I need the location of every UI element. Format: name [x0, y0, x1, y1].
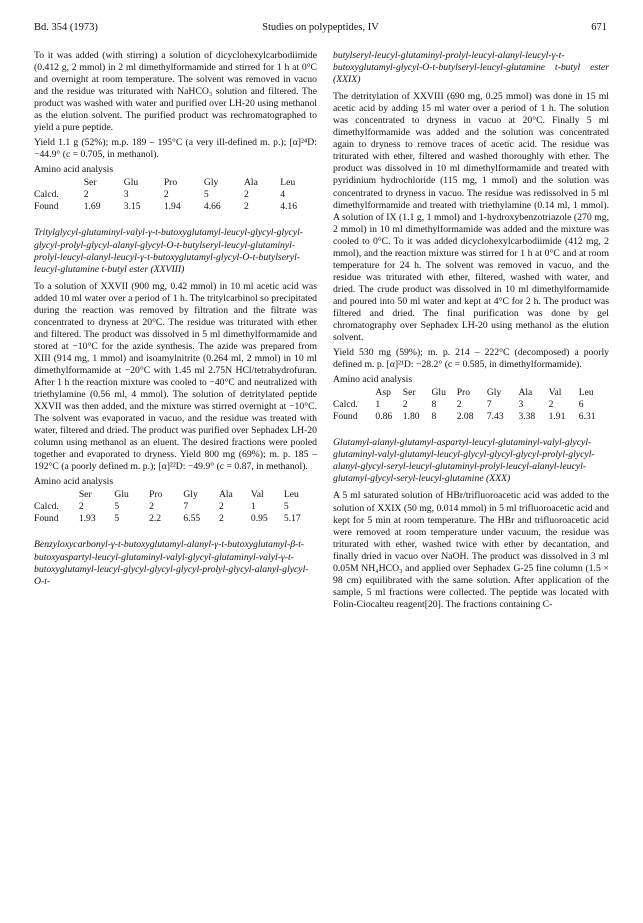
column-header: Pro — [163, 177, 178, 189]
right-column — [333, 50, 609, 614]
column-header: Pro — [149, 489, 163, 501]
running-title: Studies on polypeptides, IV — [262, 22, 379, 33]
left-column — [34, 50, 317, 593]
column-header: Leu — [578, 387, 594, 399]
journal-volume: Bd. 354 (1973) — [34, 22, 98, 33]
table-cell: 0.86 — [375, 411, 393, 423]
compound-title: Tritylglycyl-glutaminyl-valyl-γ-t-butoxyglutamyl-leucyl-glycyl-glycyl-glycyl-prolyl-glycyl-alanyl-glycyl-O-t-butylseryl-leucyl-glutaminyl-prolyl-leucyl-alanyl-leucyl-γ-t-butoxyglutamyl-glycyl-O-t-butylseryl-leucyl-glutamine t-butyl ester (XXVIII) — [34, 227, 304, 275]
table-cell: 2 — [218, 501, 224, 513]
column-header: Val — [250, 489, 264, 501]
paragraph: To a solution of XXVII (900 mg, 0.42 mmol) in 10 ml acetic acid was added 10 ml water over a period of 1 h. The tritylcarbinol so precipitated during the reaction was removed by filtration and the filtrate was concentrated to dryness at 20°C. The residue was triturated with ether and filtered. The product was dissolved in 5 ml dimethylformamide and stored at −10°C for the azide synthesis. The azide was prepared from XIII (914 mg, 1 mmol) and isoamylnitrite (0.264 ml, 2 mmol) in 10 ml dimethylformamide at −20°C with 1.45 ml 2.75N HCl/tetrahydrofuran. After 1 h the reaction mixture was cooled to −40°C and neutralized with triethylamine (0.56 ml, 4 mmol). The solution of detritylated peptide XXVII was then added, and the mixture was stirred overnight at −10°C. The solvent was evaporated in vacuo, and the residue was treated with water, filtered and dried. The product was purified over Sephadex LH-20 column using methanol as an eluent. The desired fractions were pooled together and evaporated to dryness. Yield 800 mg (69%); m. p. 185 – 192°C (a poorly defined m. p.); [α]²²D: −49.9° (c = 0.87, in methanol). — [34, 280, 317, 473]
compound-title: Glutamyl-alanyl-glutamyl-aspartyl-leucyl-glutaminyl-valyl-glycyl-glutaminyl-valyl-glutamyl-leucyl-glycyl-glycyl-glycyl-prolyl-glycyl-alanyl-glycyl-seryl-leucyl-glutaminyl-prolyl-leucyl-alanyl-leucyl-glutamyl-glycyl-seryl-leucyl-glutamine (XXX) — [333, 437, 595, 485]
spacer — [333, 423, 609, 437]
table-header-row — [333, 387, 609, 399]
yield-paragraph: Yield 1.1 g (52%); m.p. 189 – 195°C (a very ill-defined m. p.); [α]²⁴D: −44.9° (c = 0.705, in methanol). — [34, 137, 317, 161]
table-cell: 4.66 — [203, 201, 221, 213]
table-cell: 7 — [486, 399, 492, 411]
column-header: Ala — [243, 177, 258, 189]
table-row — [34, 201, 317, 213]
column-header: Gly — [183, 489, 198, 501]
column-header: Ala — [218, 489, 233, 501]
table-cell: 4 — [280, 189, 285, 201]
table-header-row — [34, 177, 317, 189]
table-cell: 1.80 — [402, 411, 420, 423]
table-cell: 5.17 — [283, 513, 301, 525]
row-label: Found — [333, 411, 358, 423]
amino-acid-table — [34, 177, 317, 213]
column-header: Ser — [83, 177, 97, 189]
row-label — [34, 489, 79, 501]
table-cell: 6.31 — [578, 411, 596, 423]
table-cell: 2 — [402, 399, 408, 411]
table-cell: 2 — [218, 513, 224, 525]
row-label: Found — [34, 513, 59, 525]
compound-title-continued: butylseryl-leucyl-glutaminyl-prolyl-leucyl-alanyl-leucyl-γ-t-butoxyglutamyl-glycyl-O-t-butylseryl-leucyl-glutamine t-butyl ester (XXIX) — [333, 50, 609, 86]
yield-paragraph: Yield 530 mg (59%); m. p. 214 – 222°C (decomposed) a poorly defined m. p. [α]²¹D: −28.2° (c = 0.585, in dimethylformamide). — [333, 347, 609, 371]
table-row — [333, 411, 609, 423]
column-header: Glu — [114, 489, 129, 501]
column-header: Pro — [456, 387, 471, 399]
table-cell: 2 — [149, 501, 154, 513]
table-cell: 1.69 — [83, 201, 101, 213]
table-cell: 5 — [114, 501, 120, 513]
table-cell: 4.16 — [280, 201, 297, 213]
table-cell: 8 — [431, 411, 437, 423]
table-cell: 2 — [548, 399, 554, 411]
table-cell: 3.38 — [518, 411, 536, 423]
table-cell: 2 — [78, 501, 84, 513]
table-cell: 2.2 — [149, 513, 162, 525]
column-header: Leu — [283, 489, 299, 501]
amino-acid-table — [333, 387, 609, 423]
table-cell: 6.55 — [183, 513, 201, 525]
row-label — [34, 177, 84, 189]
row-label: Found — [34, 201, 59, 213]
table-cell: 3 — [518, 399, 524, 411]
paragraph: The detritylation of XXVIII (690 mg, 0.25 mmol) was done in 15 ml acetic acid by adding 15 ml water over a period of 1 h. The solution was concentrated to dryness in vacuo at 20°C. Finally 5 ml dimethylformamide was added and the solution was concentrated again to dryness to remove traces of acetic acid. The residue was triturated with ether, filtered and washed thoroughly with ether. The product was dissolved in 10 ml dimethylformamide and treated with pyridinium hydrochloride (115 mg, 1 mmol) and the solution was concentrated to dryness in vacuo. The residue was redissolved in 5 ml dimethylformamide and treated with triethylamine (0.14 ml, 1 mmol). A solution of IX (1.1 g, 1 mmol) and 1-hydroxybenzotriazole (270 mg, 2 mmol) in 10 ml dimethylformamide was added and the mixture was cooled to 0°C. To it was added dicyclohexylcarbodiimide (412 mg, 2 mmol), and the reaction mixture was stirred for 1 h at 0°C and at room temperature for 24 h. The solvent was removed in vacuo, and the residue was triturated with ether, filtered, washed with water, and dried. The crude product was dissolved in 10 ml dimethylformamide and poured into 50 ml water and kept at 4°C for 2 h. The product was filtered and dried. The final purification was done by gel chromatography over Sephadex LH-20 using methanol as the elution solvent. — [333, 91, 609, 344]
table-cell: 2 — [163, 189, 169, 201]
table-row — [333, 399, 609, 411]
column-header: Glu — [431, 387, 446, 399]
row-label: Calcd. — [34, 189, 59, 201]
table-cell: 1 — [375, 399, 381, 411]
column-header: Ser — [402, 387, 416, 399]
table-cell: 5 — [283, 501, 289, 513]
table-cell: 1.93 — [78, 513, 96, 525]
column-header: Val — [548, 387, 562, 399]
compound-title: Benzyloxycarbonyl-γ-t-butoxyglutamyl-alanyl-γ-t-butoxyglutamyl-β-t-butoxyaspartyl-leucyl-glutaminyl-valyl-glycyl-glutaminyl-valyl-γ-t-butoxyglutamyl-leucyl-glycyl-glycyl-glycyl-prolyl-glycyl-alanyl-glycyl-O-t- — [34, 539, 309, 587]
table-cell: 1 — [250, 501, 256, 513]
table-cell: 1.94 — [163, 201, 181, 213]
column-header: Gly — [203, 177, 219, 189]
amino-acid-analysis-label: Amino acid analysis — [34, 164, 114, 176]
column-header: Glu — [123, 177, 139, 189]
amino-acid-table — [34, 489, 317, 525]
running-header — [34, 22, 607, 36]
row-label: Calcd. — [333, 399, 358, 411]
column-header: Gly — [486, 387, 502, 399]
page-number: 671 — [591, 22, 607, 33]
table-cell: 3 — [123, 189, 129, 201]
table-cell: 0.95 — [250, 513, 268, 525]
table-cell: 3.15 — [123, 201, 141, 213]
table-cell: 2 — [456, 399, 462, 411]
table-cell: 6 — [578, 399, 584, 411]
table-header-row — [34, 489, 317, 501]
table-cell: 7 — [183, 501, 189, 513]
table-row — [34, 513, 317, 525]
table-cell: 1.91 — [548, 411, 566, 423]
column-header: Leu — [280, 177, 296, 189]
table-cell: 5 — [114, 513, 120, 525]
table-cell: 2 — [243, 201, 249, 213]
table-cell: 2 — [83, 189, 89, 201]
spacer — [34, 525, 317, 539]
amino-acid-analysis-label: Amino acid analysis — [34, 476, 114, 488]
column-header: Ala — [518, 387, 533, 399]
table-cell: 7.43 — [486, 411, 504, 423]
paragraph: To it was added (with stirring) a solution of dicyclohexylcarbodiimide (0.412 g, 2 mmol) in 2 ml dimethylformamide and stirred for 1 h at 0°C and overnight at room temperature. The solvent was removed in vacuo and the residue was triturated with NaHCO₃ solution and filtered. The product was washed with water and purified over LH-20 using methanol as the elution solvent. The purified product was rechromatographed to yield a pure peptide. — [34, 50, 317, 134]
table-cell: 2.08 — [456, 411, 474, 423]
spacer — [34, 213, 317, 227]
amino-acid-analysis-label: Amino acid analysis — [333, 374, 413, 386]
column-header: Ser — [78, 489, 92, 501]
column-header: Asp — [375, 387, 391, 399]
table-cell: 8 — [431, 399, 437, 411]
table-cell: 5 — [203, 189, 209, 201]
row-label: Calcd. — [34, 501, 59, 513]
table-cell: 2 — [243, 189, 249, 201]
paragraph: A 5 ml saturated solution of HBr/trifluoroacetic acid was added to the solution of XXIX (50 mg, 0.014 mmol) in 5 ml trifluoroacetic acid and kept for 5 min at room temperature. The HBr and trifluoroacetic acid were removed at room temperature under vacuum, the residue was triturated with ether, washed twice with ether by decantation, and finally dried in vacuo over NaOH. The product was dissolved in 3 ml 0.05M NH₄HCO₃ and applied over Sephadex G-25 fine column (1.5 × 98 cm) equilibrated with the same solution. After application of the sample, 5 ml fractions were collected. The peptide was located with Folin-Ciocalteu reagent[20]. The fractions containing C- — [333, 490, 609, 610]
row-label — [333, 387, 375, 399]
table-row — [34, 189, 317, 201]
table-row — [34, 501, 317, 513]
